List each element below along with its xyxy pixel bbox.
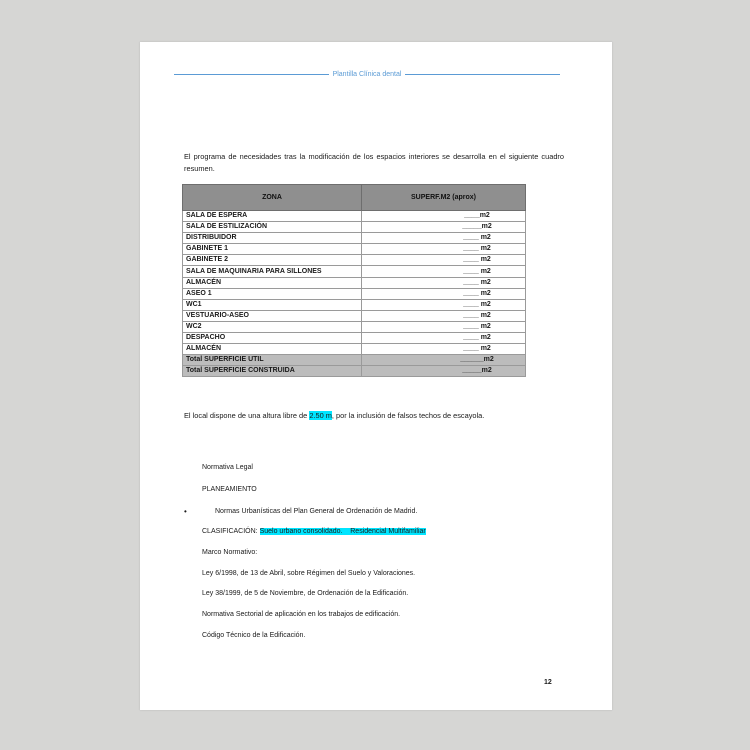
document-page (140, 42, 612, 710)
clasificacion-label: CLASIFICACIÓN: (202, 528, 260, 535)
ley-1998: Ley 6/1998, de 13 de Abril, sobre Régimen del Suelo y Valoraciones. (202, 570, 416, 577)
table-row (183, 233, 526, 244)
table-row (183, 288, 526, 299)
zona-cell: VESTUARIO-ASEO (183, 310, 362, 321)
table-row (183, 266, 526, 277)
zona-cell: ALMACÉN (183, 277, 362, 288)
zona-cell: Total SUPERFICIE CONSTRUIDA (183, 366, 362, 377)
normativa-sectorial: Normativa Sectorial de aplicación en los trabajos de edificación. (202, 611, 401, 618)
ley-1999: Ley 38/1999, de 5 de Noviembre, de Ordenación de la Edificación. (202, 590, 409, 597)
altura-highlight: 2.50 m (309, 411, 332, 420)
area-cell: ____ m2 (362, 310, 526, 321)
zona-cell: WC1 (183, 299, 362, 310)
zona-cell: GABINETE 1 (183, 244, 362, 255)
table-row (183, 277, 526, 288)
zona-cell: SALA DE ESTILIZACIÓN (183, 222, 362, 233)
header-zona: ZONA (183, 185, 362, 211)
bullet-icon: • (184, 507, 187, 516)
area-cell: ____ m2 (362, 277, 526, 288)
header-rule-left (174, 74, 329, 75)
table-row (183, 344, 526, 355)
normativa-title: Normativa Legal (202, 464, 253, 471)
zones-table (182, 184, 526, 377)
area-cell: ______m2 (362, 355, 526, 366)
page-header (174, 71, 560, 78)
zona-cell: WC2 (183, 321, 362, 332)
area-cell: ____m2 (362, 211, 526, 222)
altura-text-after: , por la inclusión de falsos techos de escayola. (331, 411, 485, 420)
area-cell: ____ m2 (362, 244, 526, 255)
marco-normativo: Marco Normativo: (202, 549, 258, 556)
table-row (183, 255, 526, 266)
zona-cell: SALA DE ESPERA (183, 211, 362, 222)
table-row (183, 299, 526, 310)
table-row (183, 333, 526, 344)
header-rule-right (405, 74, 560, 75)
zona-cell: GABINETE 2 (183, 255, 362, 266)
table-row (183, 211, 526, 222)
header-title: Plantilla Clínica dental (332, 71, 402, 78)
header-superficie: SUPERF.M2 (aprox) (362, 185, 526, 211)
area-cell: ____ m2 (362, 333, 526, 344)
table-row (183, 310, 526, 321)
area-cell: ____ m2 (362, 255, 526, 266)
zona-cell: ASEO 1 (183, 288, 362, 299)
planeamiento-heading: PLANEAMIENTO (202, 486, 257, 493)
area-cell: ____ m2 (362, 299, 526, 310)
codigo-tecnico: Código Técnico de la Edificación. (202, 632, 306, 639)
altura-paragraph (184, 411, 484, 420)
zona-cell: Total SUPERFICIE UTIL (183, 355, 362, 366)
area-cell: ____ m2 (362, 266, 526, 277)
zona-cell: DESPACHO (183, 333, 362, 344)
table-row (183, 222, 526, 233)
page-number: 12 (544, 679, 552, 686)
clasificacion-value: Suelo urbano consolidado. Residencial Multifamiliar (259, 528, 426, 535)
clasificacion-line (202, 528, 426, 535)
area-cell: _____m2 (362, 366, 526, 377)
zones-table-body (183, 211, 526, 377)
area-cell: ____ m2 (362, 344, 526, 355)
zona-cell: ALMACÉN (183, 344, 362, 355)
intro-paragraph: El programa de necesidades tras la modificación de los espacios interiores se desarrolla en el siguiente cuadro resumen. (184, 152, 564, 173)
table-total-row (183, 355, 526, 366)
zona-cell: DISTRIBUIDOR (183, 233, 362, 244)
area-cell: ____ m2 (362, 321, 526, 332)
area-cell: _____m2 (362, 222, 526, 233)
table-total-row (183, 366, 526, 377)
area-cell: ____ m2 (362, 288, 526, 299)
area-cell: ____ m2 (362, 233, 526, 244)
table-row (183, 321, 526, 332)
altura-text-before: El local dispone de una altura libre de (184, 411, 310, 420)
normas-text: Normas Urbanísticas del Plan General de Ordenación de Madrid. (215, 508, 418, 515)
zona-cell: SALA DE MAQUINARIA PARA SILLONES (183, 266, 362, 277)
table-row (183, 244, 526, 255)
